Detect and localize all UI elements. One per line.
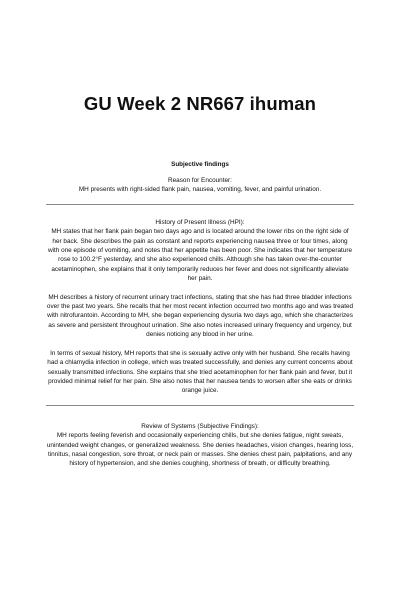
ros-label: Review of Systems (Subjective Findings): (141, 422, 259, 430)
section-divider (46, 204, 354, 205)
subjective-findings-heading: Subjective findings (171, 161, 229, 168)
hpi-label: History of Present Illness (HPI): (155, 218, 245, 226)
reason-for-encounter-text: MH presents with right-sided flank pain, nausea, vomiting, fever, and painful urination. (78, 186, 322, 194)
reason-for-encounter-label: Reason for Encounter: (168, 177, 232, 184)
hpi-paragraph: MH states that her flank pain began two days ago and is located around the lower ribs on the right side of her back. She describes the pain as constant and reports experiencing nausea three or four times, along with one episode of vomiting, and notes that her appetite has been poor. She indicates that her temperature rose to 100.2°F yesterday, and she also experienced chills. Although she has taken over-the-counter acetaminophen, she explains that it only temporarily reduces her fever and does not significantly alleviate her pain. (47, 228, 353, 283)
hpi-paragraph: MH describes a history of recurrent urinary tract infections, stating that she has had three bladder infections over the past two years. She recalls that her most recent infection occurred two months ago and was treated with nitrofurantoin. According to MH, she began experiencing dysuria two days ago, which she characterizes as severe and persistent throughout urination. She also notes increased urinary frequency and urgency, but denies noticing any blood in her urine. (46, 293, 354, 339)
document-title: GU Week 2 NR667 ihuman (83, 93, 317, 114)
section-divider (46, 405, 354, 406)
hpi-paragraph: In terms of sexual history, MH reports that she is sexually active only with her husband. She recalls having had a chlamydia infection in college, which was treated successfully, and denies any current concerns about sexually transmitted infections. She explains that she tried acetaminophen for her flank pain and fever, but it provided minimal relief for her pain. She also notes that her nausea tends to worsen after she eats or drinks orange juice. (47, 349, 353, 395)
ros-paragraph: MH reports feeling feverish and occasionally experiencing chills, but she denies fatigue, night sweats, unintended weight changes, or generalized weakness. She denies headaches, vision changes, hearing loss, tinnitus, nasal congestion, sore throat, or neck pain or masses. She denies chest pain, palpitations, and any history of hypertension, and she denies coughing, shortness of breath, or difficulty breathing. (46, 432, 354, 468)
